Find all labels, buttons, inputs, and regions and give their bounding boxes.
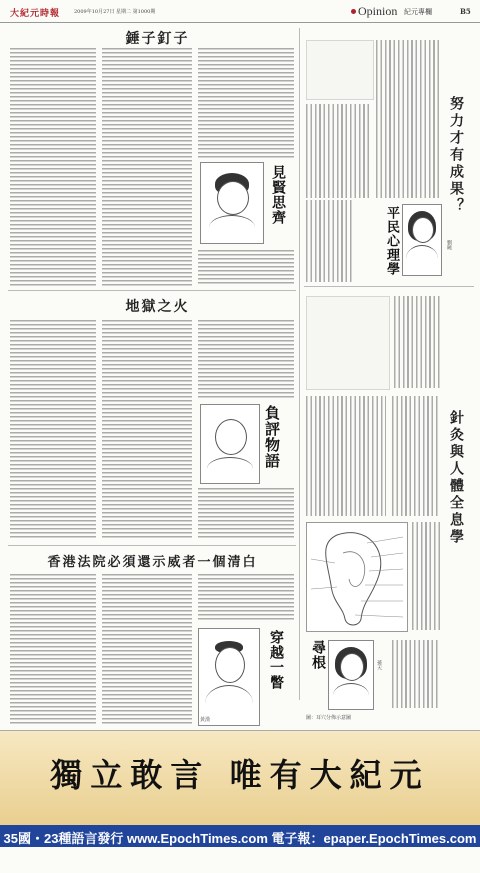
body-text — [10, 48, 96, 286]
author-portrait — [198, 628, 260, 726]
section-title: Opinion — [358, 4, 398, 18]
byline: 孫天 — [376, 660, 382, 670]
article-title: 錘子釘子 — [125, 31, 190, 47]
body-text — [10, 320, 96, 540]
body-text — [376, 40, 440, 198]
figure-caption: 圖：耳穴分佈示意圖 — [306, 715, 352, 721]
divider — [304, 286, 474, 287]
shoulders-icon — [207, 457, 253, 480]
column-divider — [299, 28, 300, 700]
author-portrait — [200, 162, 264, 244]
body-text — [198, 320, 294, 400]
body-text — [394, 296, 442, 388]
body-text — [412, 522, 440, 630]
face-icon — [217, 181, 249, 215]
divider — [8, 545, 296, 546]
face-icon — [412, 217, 434, 243]
ad-slogan: 獨立敢言 唯有大紀元 — [50, 756, 430, 794]
pull-quote — [306, 296, 390, 390]
author-portrait — [200, 404, 260, 484]
shoulders-icon — [209, 215, 255, 240]
ear-diagram-icon — [307, 523, 407, 631]
body-text — [306, 396, 386, 516]
shoulders-icon — [205, 685, 253, 722]
author-portrait — [328, 640, 374, 710]
body-text — [198, 574, 294, 622]
pull-quote — [306, 40, 374, 100]
body-text — [102, 574, 192, 724]
page-number: B5 — [460, 7, 471, 16]
column-calligraphy: 見賢思齊 — [270, 165, 286, 225]
face-icon — [215, 419, 247, 455]
body-text — [102, 48, 192, 286]
body-text — [306, 104, 372, 198]
body-text — [10, 574, 96, 724]
article-title: 努力才有成果？ — [448, 96, 464, 215]
article-title: 針灸與人體全息學 — [448, 410, 464, 546]
article-title: 地獄之火 — [125, 299, 190, 315]
column-calligraphy: 負評物語 — [263, 405, 281, 469]
section-dot-icon — [351, 9, 356, 14]
article-title: 香港法院必須還示威者一個清白 — [47, 555, 258, 570]
shoulders-icon — [406, 245, 438, 272]
ad-footer-text[interactable]: 35國・23種語言發行 www.EpochTimes.com 電子報：epaper.EpochTimes.com — [3, 831, 477, 846]
body-text — [102, 320, 192, 540]
body-text — [392, 640, 440, 708]
author-portrait — [402, 204, 442, 276]
body-text — [392, 396, 440, 516]
body-text — [198, 250, 294, 286]
divider — [8, 290, 296, 291]
face-icon — [340, 653, 364, 681]
byline: 黃漢 — [200, 717, 211, 723]
ear-acupoint-figure — [306, 522, 408, 632]
shoulders-icon — [333, 683, 369, 708]
byline: 劉曉 — [446, 240, 452, 250]
column-calligraphy: 穿越一瞥 — [268, 630, 284, 690]
body-text — [198, 48, 294, 158]
issue-info: 2009年10月27日 星期二 第1000期 — [74, 9, 156, 15]
column-calligraphy: 平民心理學 — [384, 206, 399, 276]
masthead: 大紀元時報 — [10, 9, 61, 19]
body-text — [306, 200, 354, 282]
body-text — [198, 488, 294, 540]
column-calligraphy: 尋根 — [310, 640, 326, 670]
face-icon — [215, 647, 245, 683]
section-subtitle: 紀元專欄 — [404, 8, 432, 16]
